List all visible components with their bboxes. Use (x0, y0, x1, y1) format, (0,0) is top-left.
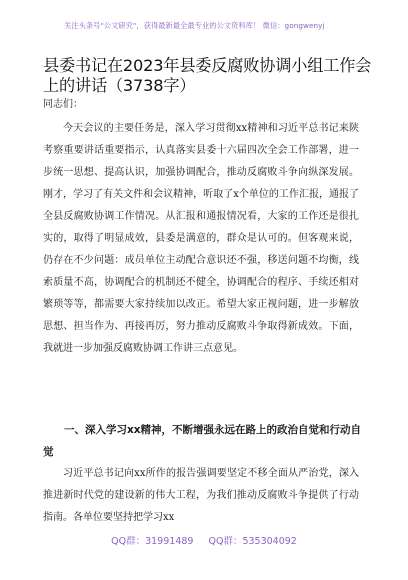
salutation: 同志们： (43, 99, 83, 110)
qq-group-1: QQ群：31991489 (111, 536, 194, 547)
footer-contact (0, 533, 408, 547)
intro-paragraph: 今天会议的主要任务是，深入学习贯彻xx精神和习近平总书记来陕考察重要讲话重要指示，认真落实县委十六届四次全会工作部署，进一步统一思想、提高认识，加强协调配合，推动反腐败斗争向纵深发展。刚才，学习了有关文件和会议精神，听取了x个单位的工作汇报，通报了全县反腐败协调工作情况。从汇报和通报情况看，大家的工作还是很扎实的，取得了明显成效，县委是满意的，群众是认可的。但客观来说，仍存在不少问题：成员单位主动配合意识还不强，移送问题不均衡，线索质量不高，协调配合的机制还不健全，协调配合的程序、手续还相对繁琐等等，都需要大家持续加以改正。希望大家正视问题，进一步解放思想、担当作为、再接再厉，努力推动反腐败斗争取得新成效。下面，我就进一步加强反腐败协调工作讲三点意见。 (43, 123, 359, 354)
document-title: 县委书记在2023年县委反腐败协调小组工作会上的讲话（3738字） (43, 56, 372, 95)
qq-group-2: QQ群：535304092 (208, 536, 297, 547)
header-banner: 关注头条号"公文研究"，获得最新最全最专业的公文资料库！ 微信：gongwenyj (64, 21, 325, 30)
section-heading-1: 一、深入学习xx精神，不断增强永远在路上的政治自觉和行动自觉 (43, 424, 362, 458)
section-1-paragraph: 习近平总书记向xx所作的报告强调要坚定不移全面从严治党，深入推进新时代党的建设新的伟大工程，为我们推动反腐败斗争提供了行动指南。各单位要坚持把学习xx (43, 468, 359, 523)
